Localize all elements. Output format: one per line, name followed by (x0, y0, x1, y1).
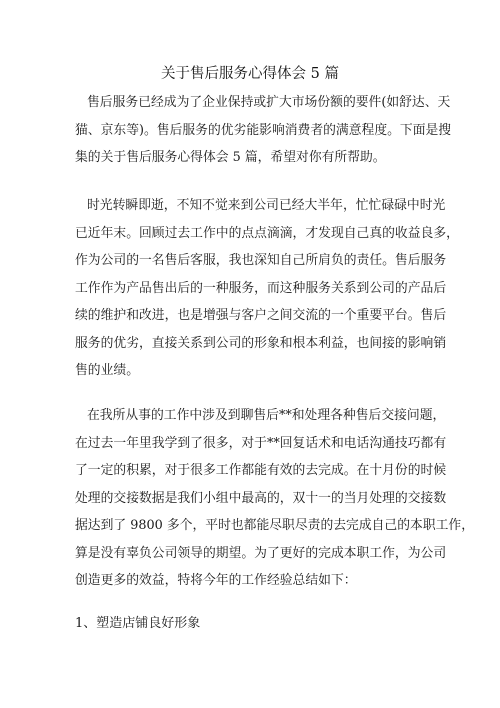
paragraph-line: 已近年末。回顾过去工作中的点点滴滴，才发现自己真的收益良多， (75, 225, 459, 241)
paragraph-line: 服务的优劣，直接关系到公司的形象和根本利益，也间接的影响销 (75, 335, 447, 351)
paragraph-line: 续的维护和改进，也是增强与客户之间交流的一个重要平台。售后 (75, 308, 447, 323)
paragraph-line: 作为公司的一名售后客服，我也深知自己所肩负的责任。售后服务 (75, 253, 447, 268)
paragraph-line: 创造更多的效益，特将今年的工作经验总结如下： (75, 573, 357, 588)
paragraph-line: 工作作为产品售出后的一种服务，而这种服务关系到公司的产品后 (75, 280, 447, 296)
paragraph-line: 处理的交接数据是我们小组中最高的，双十一的当月处理的交接数 (75, 490, 447, 506)
paragraph-line: 据达到了 9800 多个，平时也都能尽职尽责的去完成自己的本职工作， (75, 518, 475, 533)
paragraph-line: 在过去一年里我学到了很多，对于**回复话术和电话沟通技巧都有 (75, 435, 447, 451)
section-heading: 1、塑造店铺良好形象 (75, 616, 201, 631)
paragraph-line: 算是没有辜负公司领导的期望。为了更好的完成本职工作，为公司 (75, 545, 447, 561)
paragraph-line: 集的关于售后服务心得体会 5 篇，希望对你有所帮助。 (75, 150, 386, 165)
paragraph-experience (75, 192, 459, 385)
document-title: 关于售后服务心得体会 5 篇 (161, 66, 339, 82)
paragraph-line: 猫、京东等)。售后服务的优劣能影响消费者的满意程度。下面是搜 (75, 122, 452, 138)
paragraph-intro (75, 89, 452, 172)
paragraph-line: 售的业绩。 (75, 363, 139, 378)
paragraph-work (75, 402, 475, 595)
paragraph-line: 售后服务已经成为了企业保持或扩大市场份额的要件(如舒达、天 (87, 95, 451, 110)
paragraph-line: 时光转瞬即逝，不知不觉来到公司已经大半年，忙忙碌碌中时光 (87, 198, 446, 213)
paragraph-line: 了一定的积累，对于很多工作都能有效的去完成。在十月份的时候 (75, 463, 447, 478)
paragraph-line: 在我所从事的工作中涉及到聊售后**和处理各种售后交接问题， (87, 408, 446, 423)
